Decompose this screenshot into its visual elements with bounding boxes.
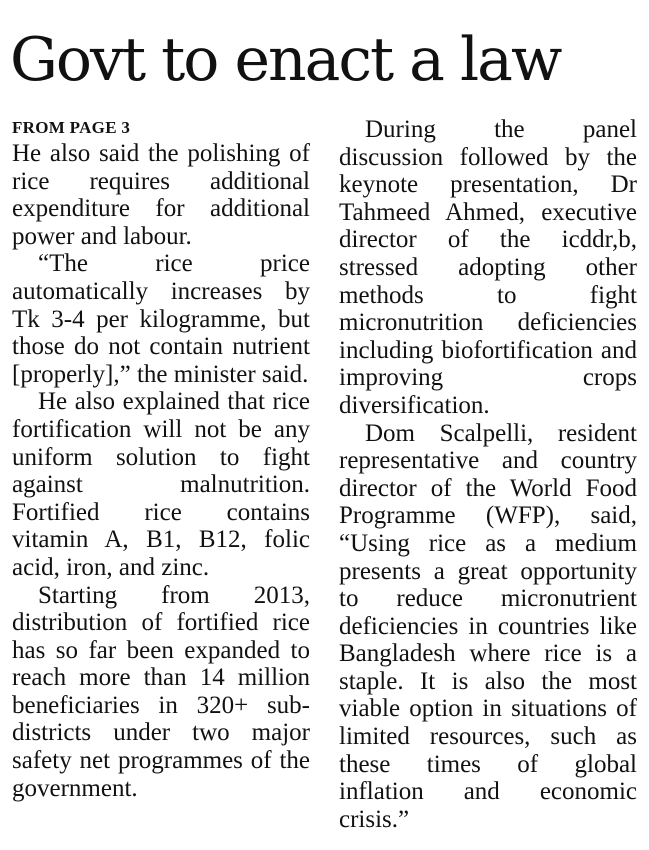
headline: Govt to enact a law: [10, 25, 561, 95]
paragraph: “The rice price automatically increases by Tk 3-4 per kilogramme, but those do not contain nutrient [properly],” the minister said.: [12, 250, 310, 388]
article-column-left: [12, 116, 310, 802]
paragraph: During the panel discussion followed by the keynote presentation, Dr Tahmeed Ahmed, executive director of the icddr,b, stressed adopting other methods to fight micronutrition deficiencies including biofortification and improving crops diversification.: [339, 116, 637, 419]
paragraph: He also explained that rice fortification will not be any uniform solution to fight against malnutrition. Fortified rice contains vitamin A, B1, B12, folic acid, iron, and zinc.: [12, 388, 310, 581]
paragraph: He also said the polishing of rice requires additional expenditure for additional power and labour.: [12, 140, 310, 250]
paragraph: Dom Scalpelli, resident representative and country director of the World Food Programme (WFP), said, “Using rice as a medium presents a great opportunity to reduce micronutrient deficiencies in countries like Bangladesh where rice is a staple. It is also the most viable option in situations of limited resources, such as these times of global inflation and economic crisis.”: [339, 419, 637, 833]
paragraph: Starting from 2013, distribution of fortified rice has so far been expanded to reach more than 14 million beneficiaries in 320+ sub-districts under two major safety net programmes of the government.: [12, 581, 310, 802]
kicker-from-page: FROM PAGE 3: [12, 118, 131, 137]
article-column-right: [339, 116, 637, 833]
